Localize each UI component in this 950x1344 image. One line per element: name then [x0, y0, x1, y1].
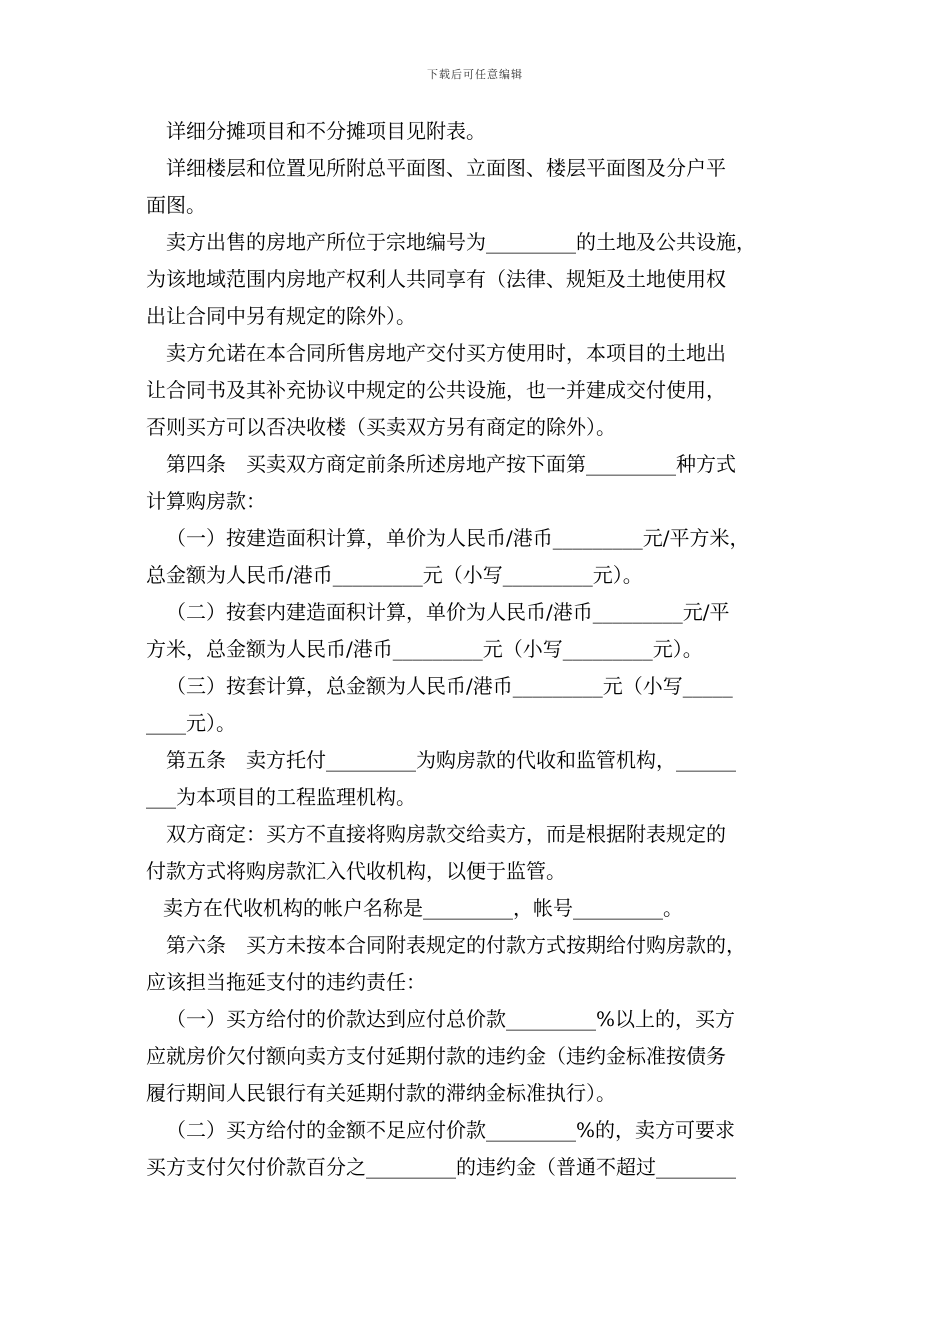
- paragraph-line: 详细分摊项目和不分摊项目见附表。: [166, 119, 486, 143]
- page-header: 下载后可任意编辑: [427, 68, 523, 81]
- paragraph-line: 应就房价欠付额向卖方支付延期付款的违约金（违约金标准按债务: [146, 1044, 726, 1068]
- paragraph-line: 履行期间人民银行有关延期付款的滞纳金标准执行）。: [146, 1081, 616, 1105]
- paragraph-line: 付款方式将购房款汇入代收机构，以便于监管。: [146, 859, 566, 883]
- paragraph-line: 方米，总金额为人民币/港币_________元（小写_________元）。: [146, 637, 703, 661]
- paragraph-line: 卖方在代收机构的帐户名称是_________，帐号_________。: [163, 896, 683, 920]
- paragraph-line: 买方支付欠付价款百分之_________的违约金（普通不超过________: [146, 1155, 736, 1179]
- paragraph-line: 出让合同中另有规定的除外）。: [146, 304, 416, 328]
- paragraph-line: 为该地域范围内房地产权利人共同享有（法律、规矩及土地使用权: [146, 267, 726, 291]
- paragraph-line: 卖方出售的房地产所位于宗地编号为_________的土地及公共设施，: [166, 230, 756, 254]
- paragraph-line: 双方商定：买方不直接将购房款交给卖方，而是根据附表规定的: [166, 822, 726, 846]
- paragraph-line: 卖方允诺在本合同所售房地产交付买方使用时，本项目的土地出: [166, 341, 726, 365]
- paragraph-line: （二）按套内建造面积计算，单价为人民币/港币_________元/平: [166, 600, 730, 624]
- paragraph-line: 否则买方可以否决收楼（买卖双方另有商定的除外）。: [146, 415, 616, 439]
- paragraph-line: （一）买方给付的价款达到应付总价款_________%以上的，买方: [166, 1007, 736, 1031]
- paragraph-line: 让合同书及其补充协议中规定的公共设施，也一并建成交付使用，: [146, 378, 726, 402]
- paragraph-line: （一）按建造面积计算，单价为人民币/港币_________元/平方米，: [166, 526, 750, 550]
- paragraph-line: 应该担当拖延支付的违约责任：: [146, 970, 426, 994]
- paragraph-line: ___为本项目的工程监理机构。: [146, 785, 416, 809]
- paragraph-line: 面图。: [146, 193, 206, 217]
- paragraph-line: 总金额为人民币/港币_________元（小写_________元）。: [146, 563, 643, 587]
- paragraph-line: （二）买方给付的金额不足应付价款_________%的，卖方可要求: [166, 1118, 736, 1142]
- paragraph-line: ____元）。: [146, 711, 236, 735]
- paragraph-line: 详细楼层和位置见所附总平面图、立面图、楼层平面图及分户平: [166, 156, 726, 180]
- article-heading-line: 第四条 买卖双方商定前条所述房地产按下面第_________种方式: [166, 452, 736, 476]
- paragraph-line: （三）按套计算，总金额为人民币/港币_________元（小写_____: [166, 674, 733, 698]
- article-heading-line: 第五条 卖方托付_________为购房款的代收和监管机构，______: [166, 748, 736, 772]
- article-heading-line: 第六条 买方未按本合同附表规定的付款方式按期给付购房款的，: [166, 933, 746, 957]
- paragraph-line: 计算购房款：: [146, 489, 266, 513]
